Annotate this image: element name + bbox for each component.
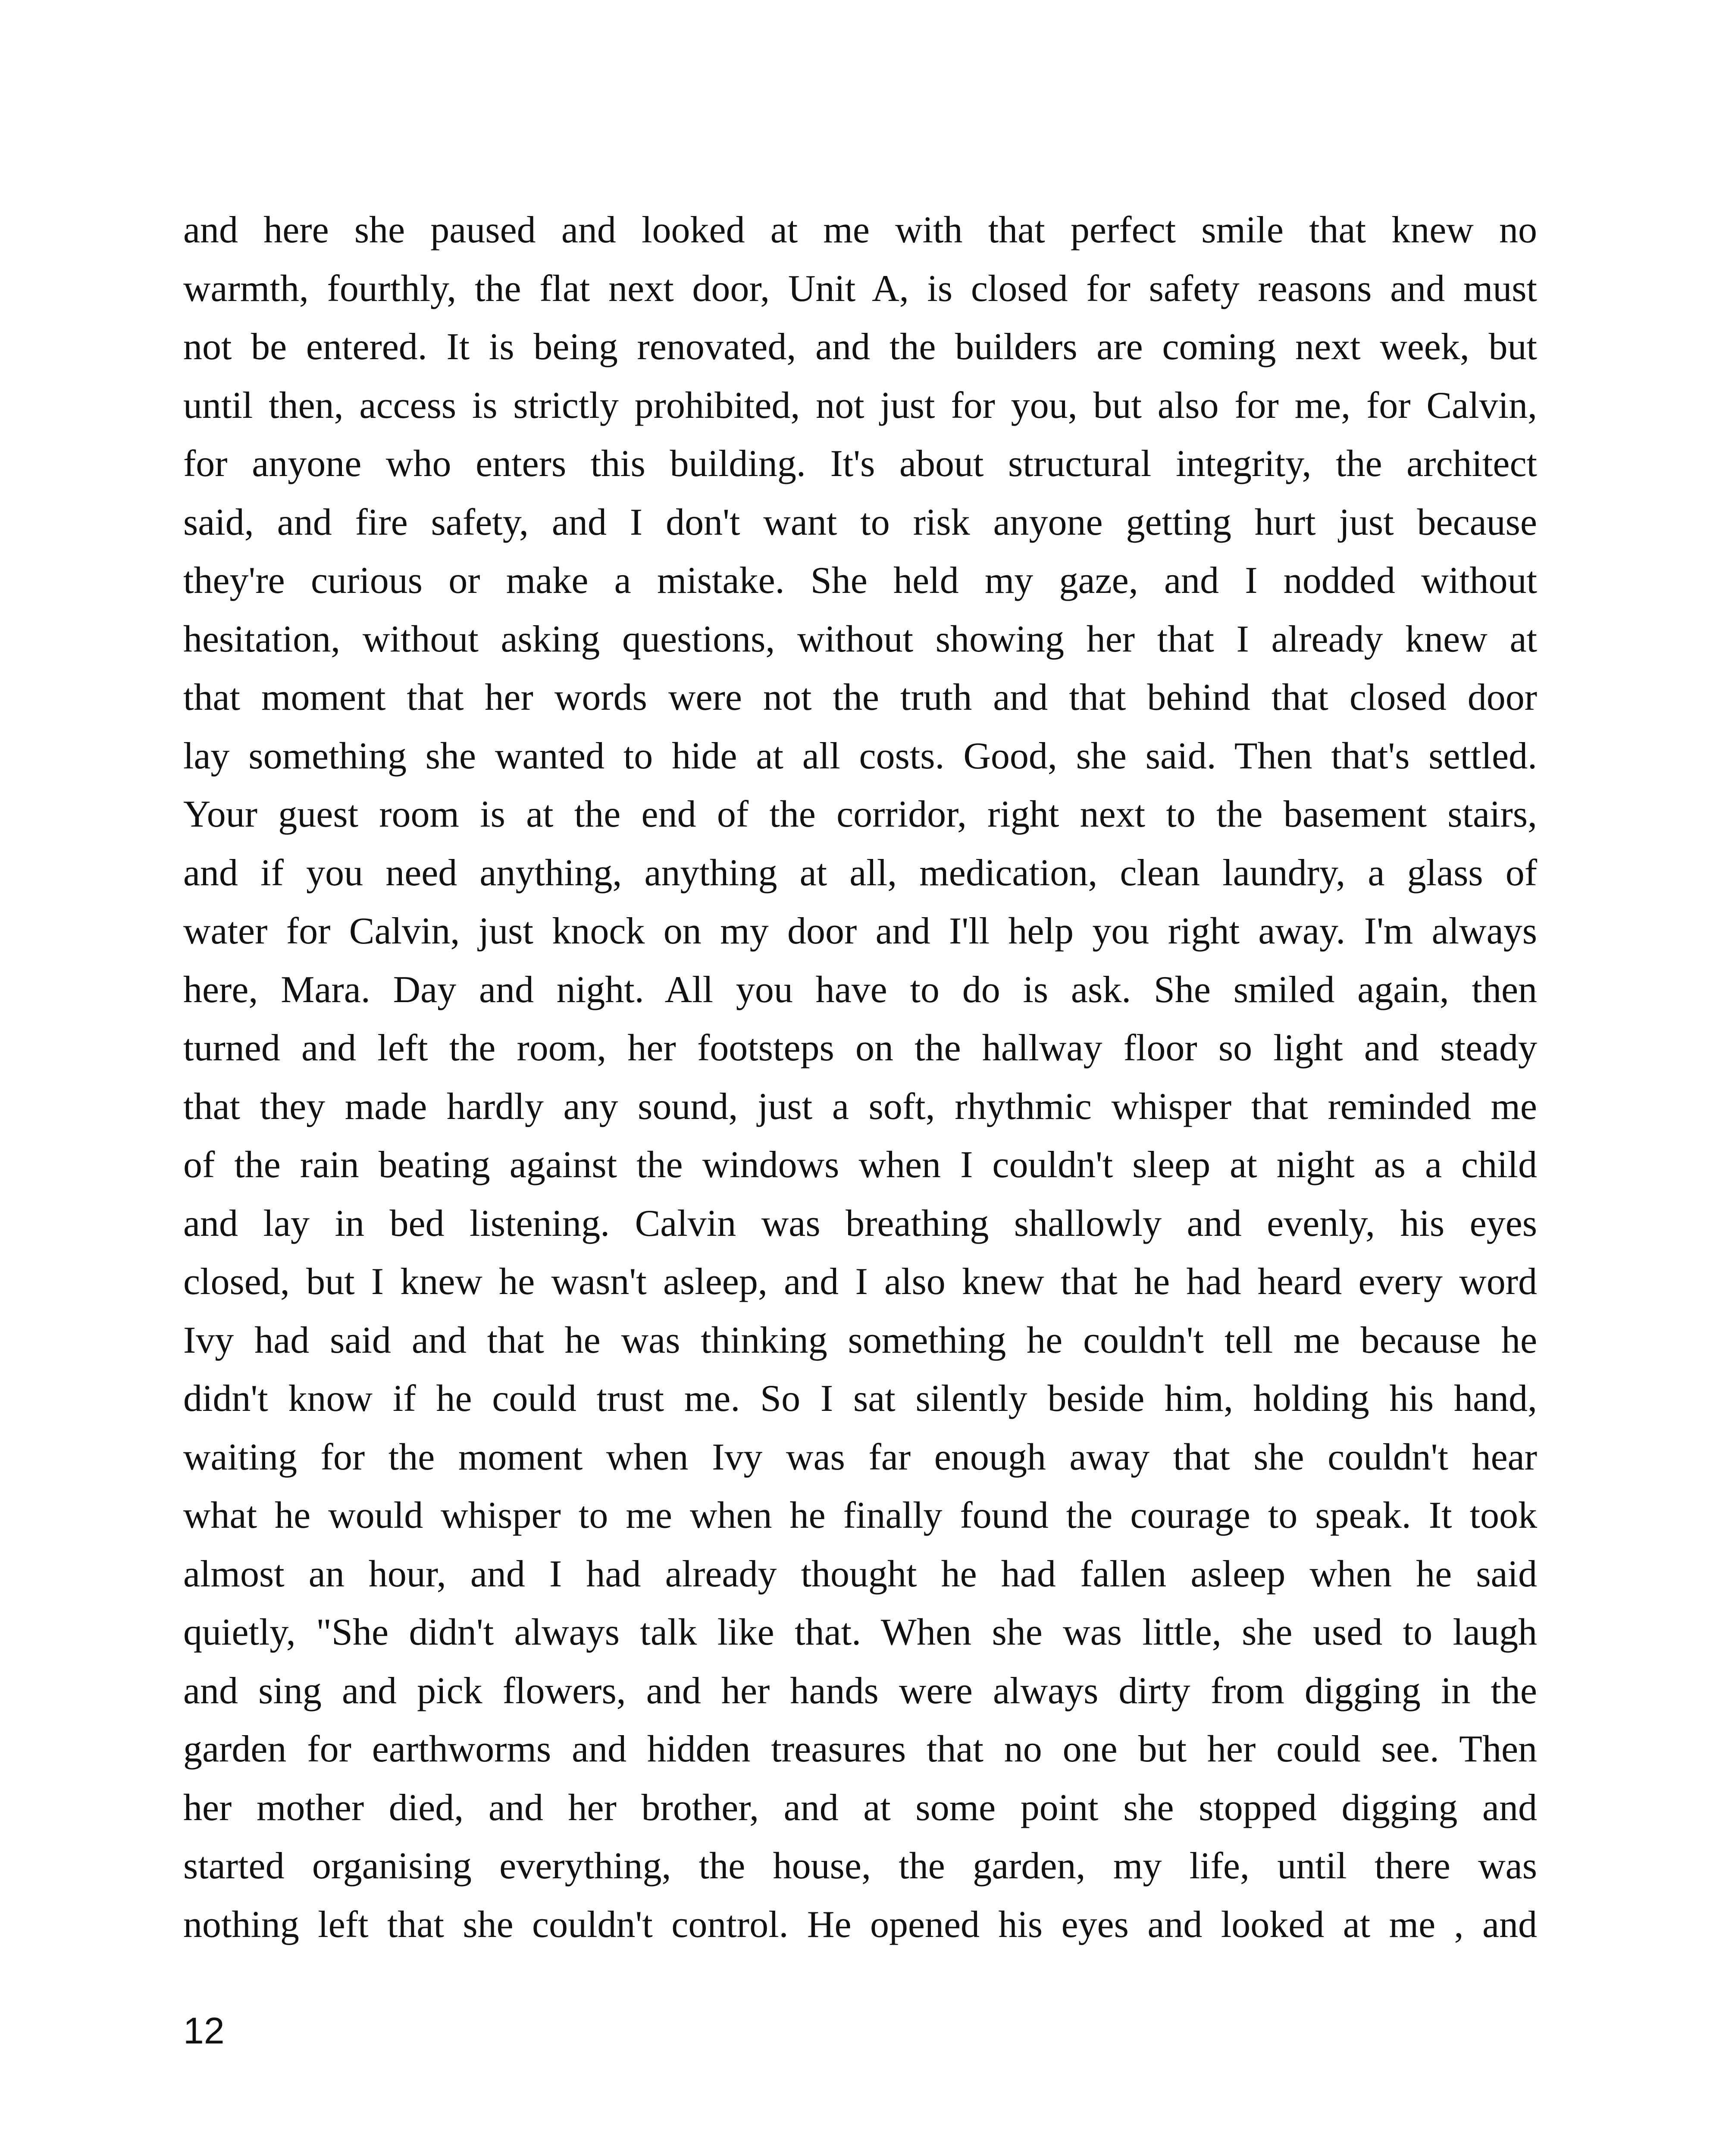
text-line: said, and fire safety, and I don't want to risk anyone getting hurt just because (183, 501, 1537, 543)
text-line: until then, access is strictly prohibited, not just for you, but also for me, for Calvin, (183, 384, 1537, 426)
text-line: Your guest room is at the end of the corridor, right next to the basement stairs, (183, 793, 1537, 835)
page-number: 12 (183, 2010, 225, 2052)
text-line: nothing left that she couldn't control. He opened his eyes and looked at me , and (183, 1903, 1537, 1946)
text-line: and lay in bed listening. Calvin was breathing shallowly and evenly, his eyes (183, 1202, 1537, 1244)
text-line: closed, but I knew he wasn't asleep, and I also knew that he had heard every word (183, 1261, 1537, 1303)
body-text (183, 201, 1537, 1954)
text-line: of the rain beating against the windows when I couldn't sleep at night as a child (183, 1144, 1537, 1186)
text-line: here, Mara. Day and night. All you have to do is ask. She smiled again, then (183, 968, 1537, 1011)
text-line: almost an hour, and I had already thought he had fallen asleep when he said (183, 1553, 1537, 1595)
text-line: garden for earthworms and hidden treasures that no one but her could see. Then (183, 1728, 1537, 1770)
text-line: didn't know if he could trust me. So I sat silently beside him, holding his hand, (183, 1378, 1537, 1420)
text-line: hesitation, without asking questions, without showing her that I already knew at (183, 618, 1537, 660)
text-line: not be entered. It is being renovated, and the builders are coming next week, but (183, 326, 1537, 368)
text-line: and if you need anything, anything at all, medication, clean laundry, a glass of (183, 852, 1537, 894)
text-line: quietly, "She didn't always talk like that. When she was little, she used to laugh (183, 1611, 1537, 1653)
text-line: warmth, fourthly, the flat next door, Unit A, is closed for safety reasons and must (183, 267, 1537, 310)
text-line: and sing and pick flowers, and her hands were always dirty from digging in the (183, 1670, 1537, 1712)
text-line: and here she paused and looked at me with that perfect smile that knew no (183, 209, 1537, 251)
text-line: what he would whisper to me when he finally found the courage to speak. It took (183, 1495, 1537, 1536)
text-line: waiting for the moment when Ivy was far enough away that she couldn't hear (183, 1436, 1537, 1478)
text-line: water for Calvin, just knock on my door and I'll help you right away. I'm always (183, 910, 1537, 952)
text-line: for anyone who enters this building. It's about structural integrity, the architect (183, 443, 1537, 485)
text-line: Ivy had said and that he was thinking something he couldn't tell me because he (183, 1319, 1537, 1361)
text-line: they're curious or make a mistake. She held my gaze, and I nodded without (183, 560, 1537, 602)
text-line: started organising everything, the house, the garden, my life, until there was (183, 1845, 1537, 1887)
text-line: her mother died, and her brother, and at some point she stopped digging and (183, 1786, 1537, 1829)
text-line: that moment that her words were not the truth and that behind that closed door (183, 677, 1537, 718)
text-line: lay something she wanted to hide at all costs. Good, she said. Then that's settled. (183, 735, 1537, 777)
text-line: turned and left the room, her footsteps on the hallway floor so light and steady (183, 1027, 1537, 1069)
text-line: that they made hardly any sound, just a soft, rhythmic whisper that reminded me (183, 1085, 1537, 1128)
